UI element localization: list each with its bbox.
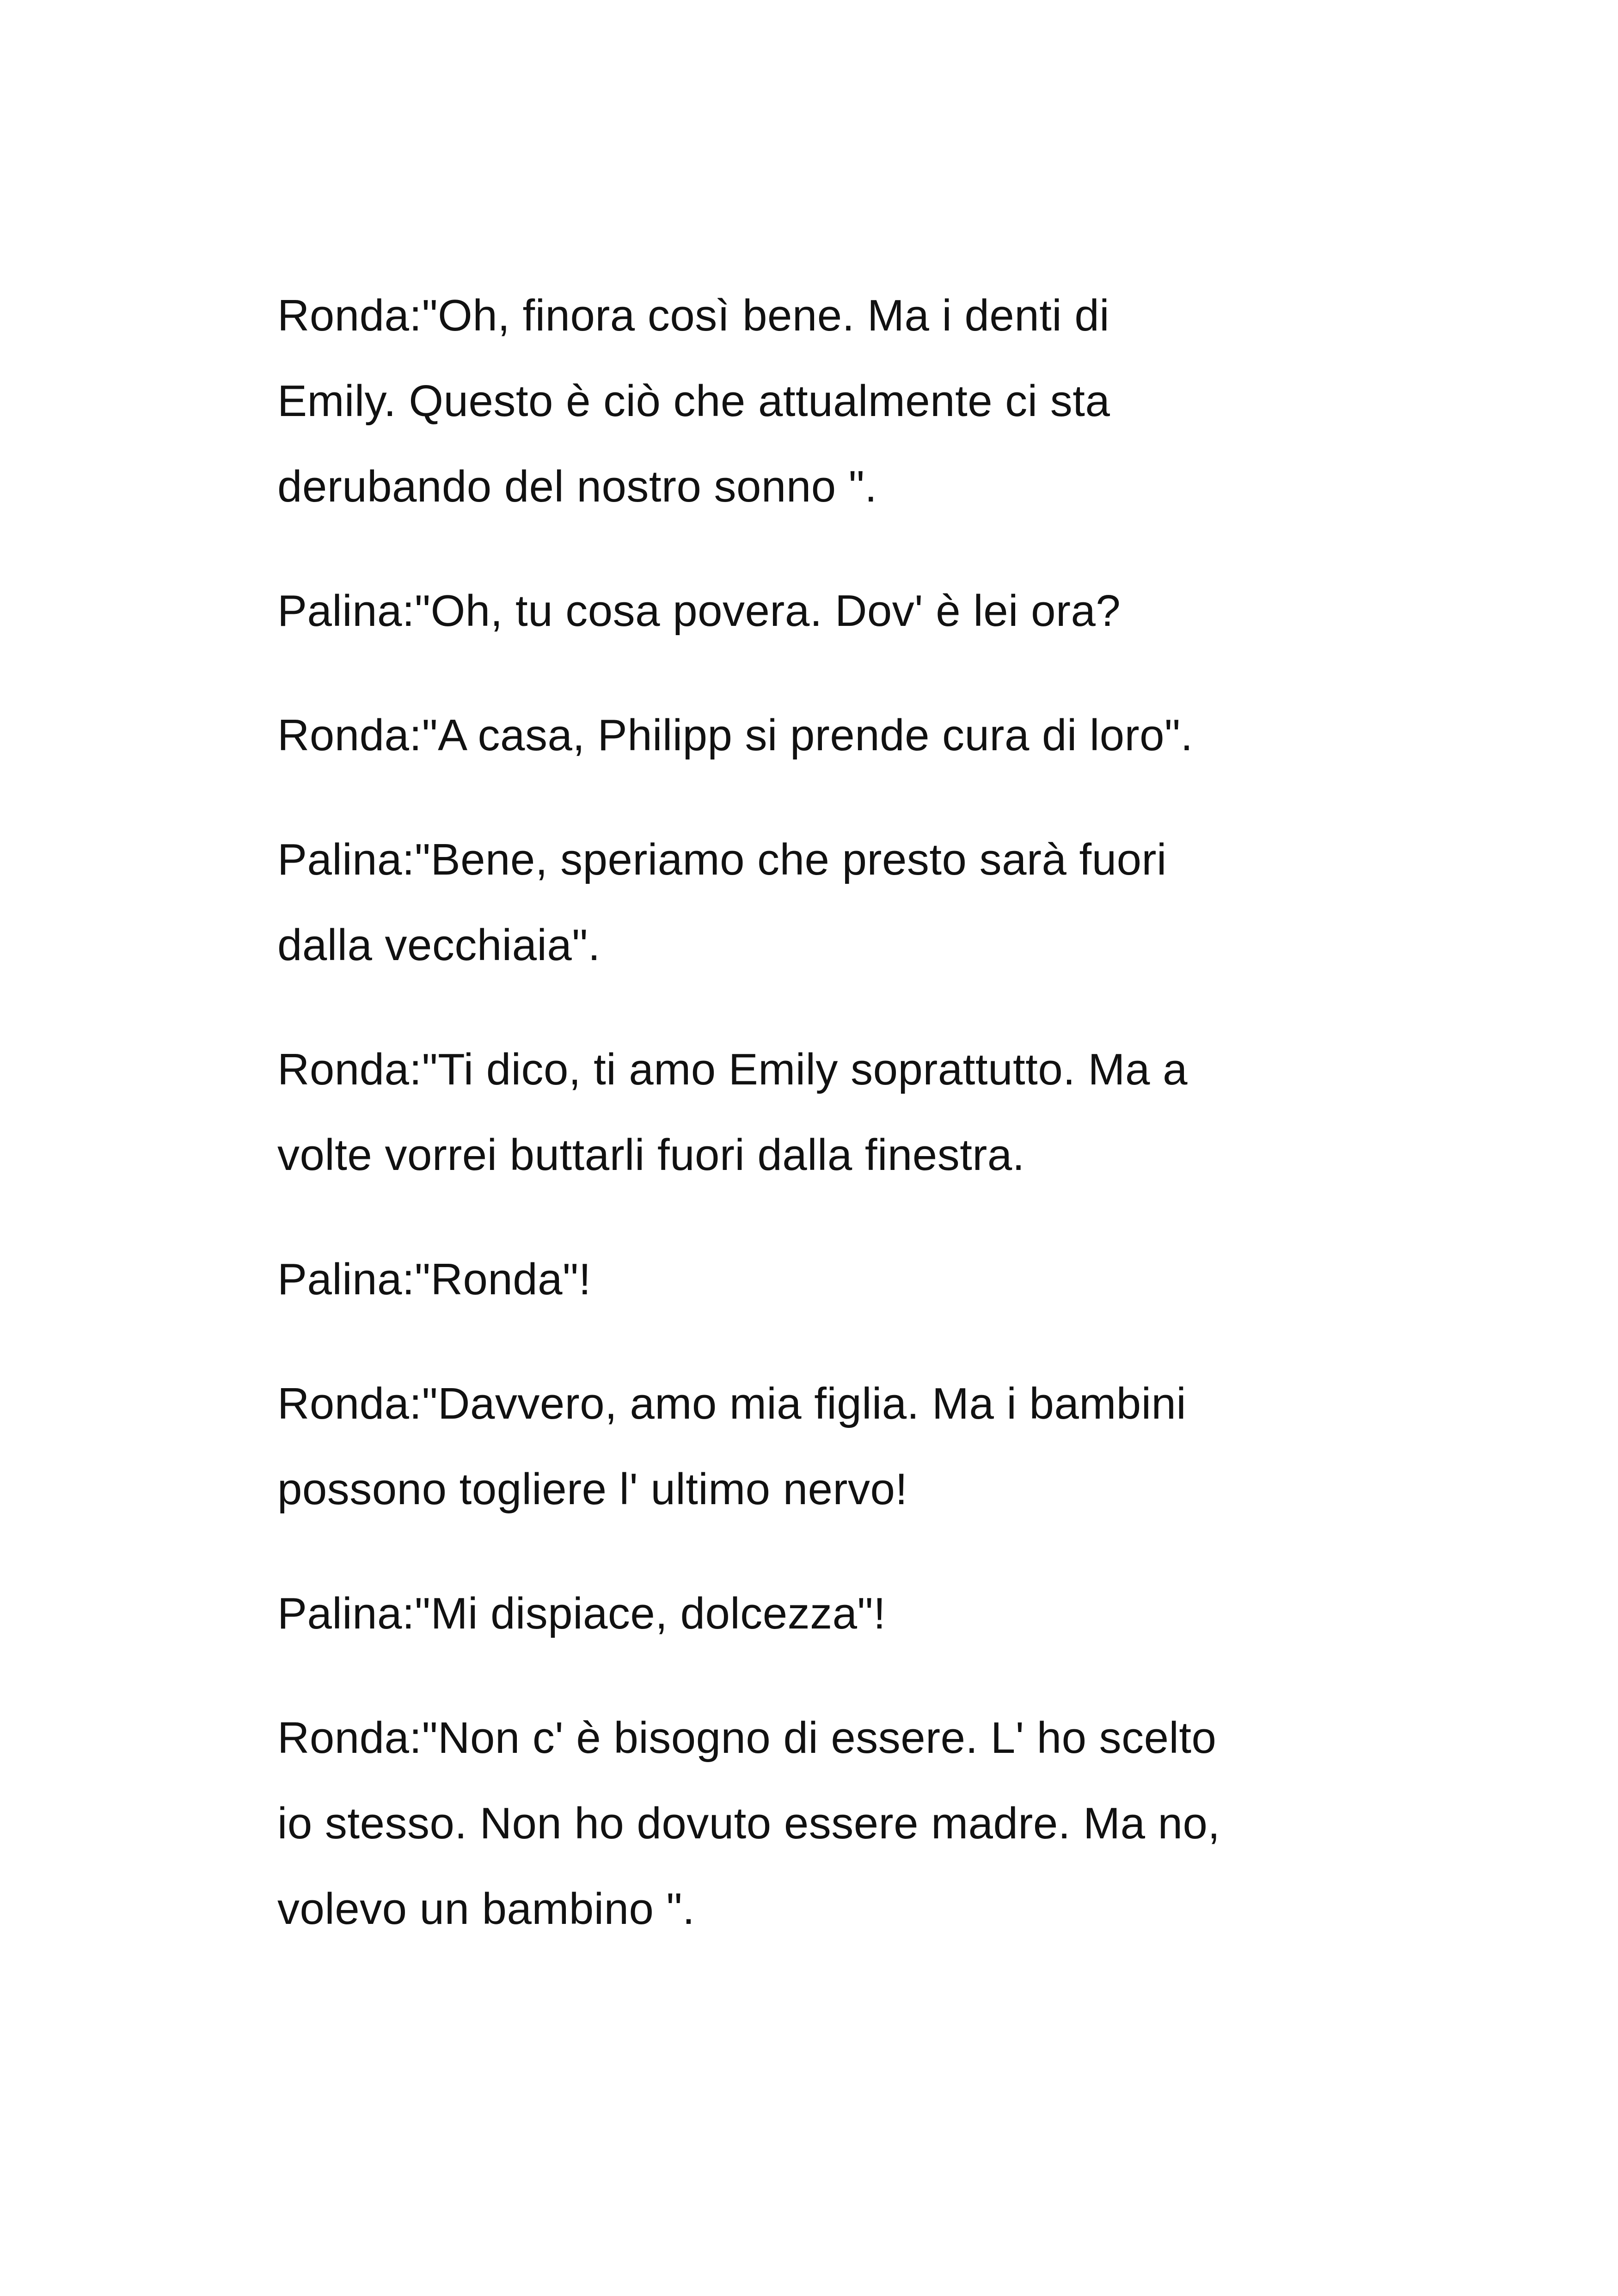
dialogue-paragraph: Palina:"Oh, tu cosa povera. Dov' è lei ora? bbox=[277, 586, 1121, 636]
dialogue-paragraph: Ronda:"Ti dico, ti amo Emily soprattutto. Ma a volte vorrei buttarli fuori dalla finestra. bbox=[277, 1045, 1188, 1180]
dialogue-paragraph: Palina:"Mi dispiace, dolcezza"! bbox=[277, 1589, 886, 1638]
dialogue-paragraph: Palina:"Bene, speriamo che presto sarà fuori dalla vecchiaia". bbox=[277, 835, 1167, 970]
dialogue-paragraph: Ronda:"Oh, finora così bene. Ma i denti di Emily. Questo è ciò che attualmente ci sta derubando del nostro sonno ". bbox=[277, 291, 1110, 511]
dialogue-paragraph: Ronda:"A casa, Philipp si prende cura di loro". bbox=[277, 710, 1193, 760]
dialogue-paragraph: Ronda:"Davvero, amo mia figlia. Ma i bambini possono togliere l' ultimo nervo! bbox=[277, 1379, 1187, 1514]
dialogue-paragraph: Ronda:"Non c' è bisogno di essere. L' ho scelto io stesso. Non ho dovuto essere madre. Ma no, volevo un bambino ". bbox=[277, 1713, 1220, 1934]
dialogue-text bbox=[277, 273, 1396, 1990]
dialogue-paragraph: Palina:"Ronda"! bbox=[277, 1255, 591, 1304]
